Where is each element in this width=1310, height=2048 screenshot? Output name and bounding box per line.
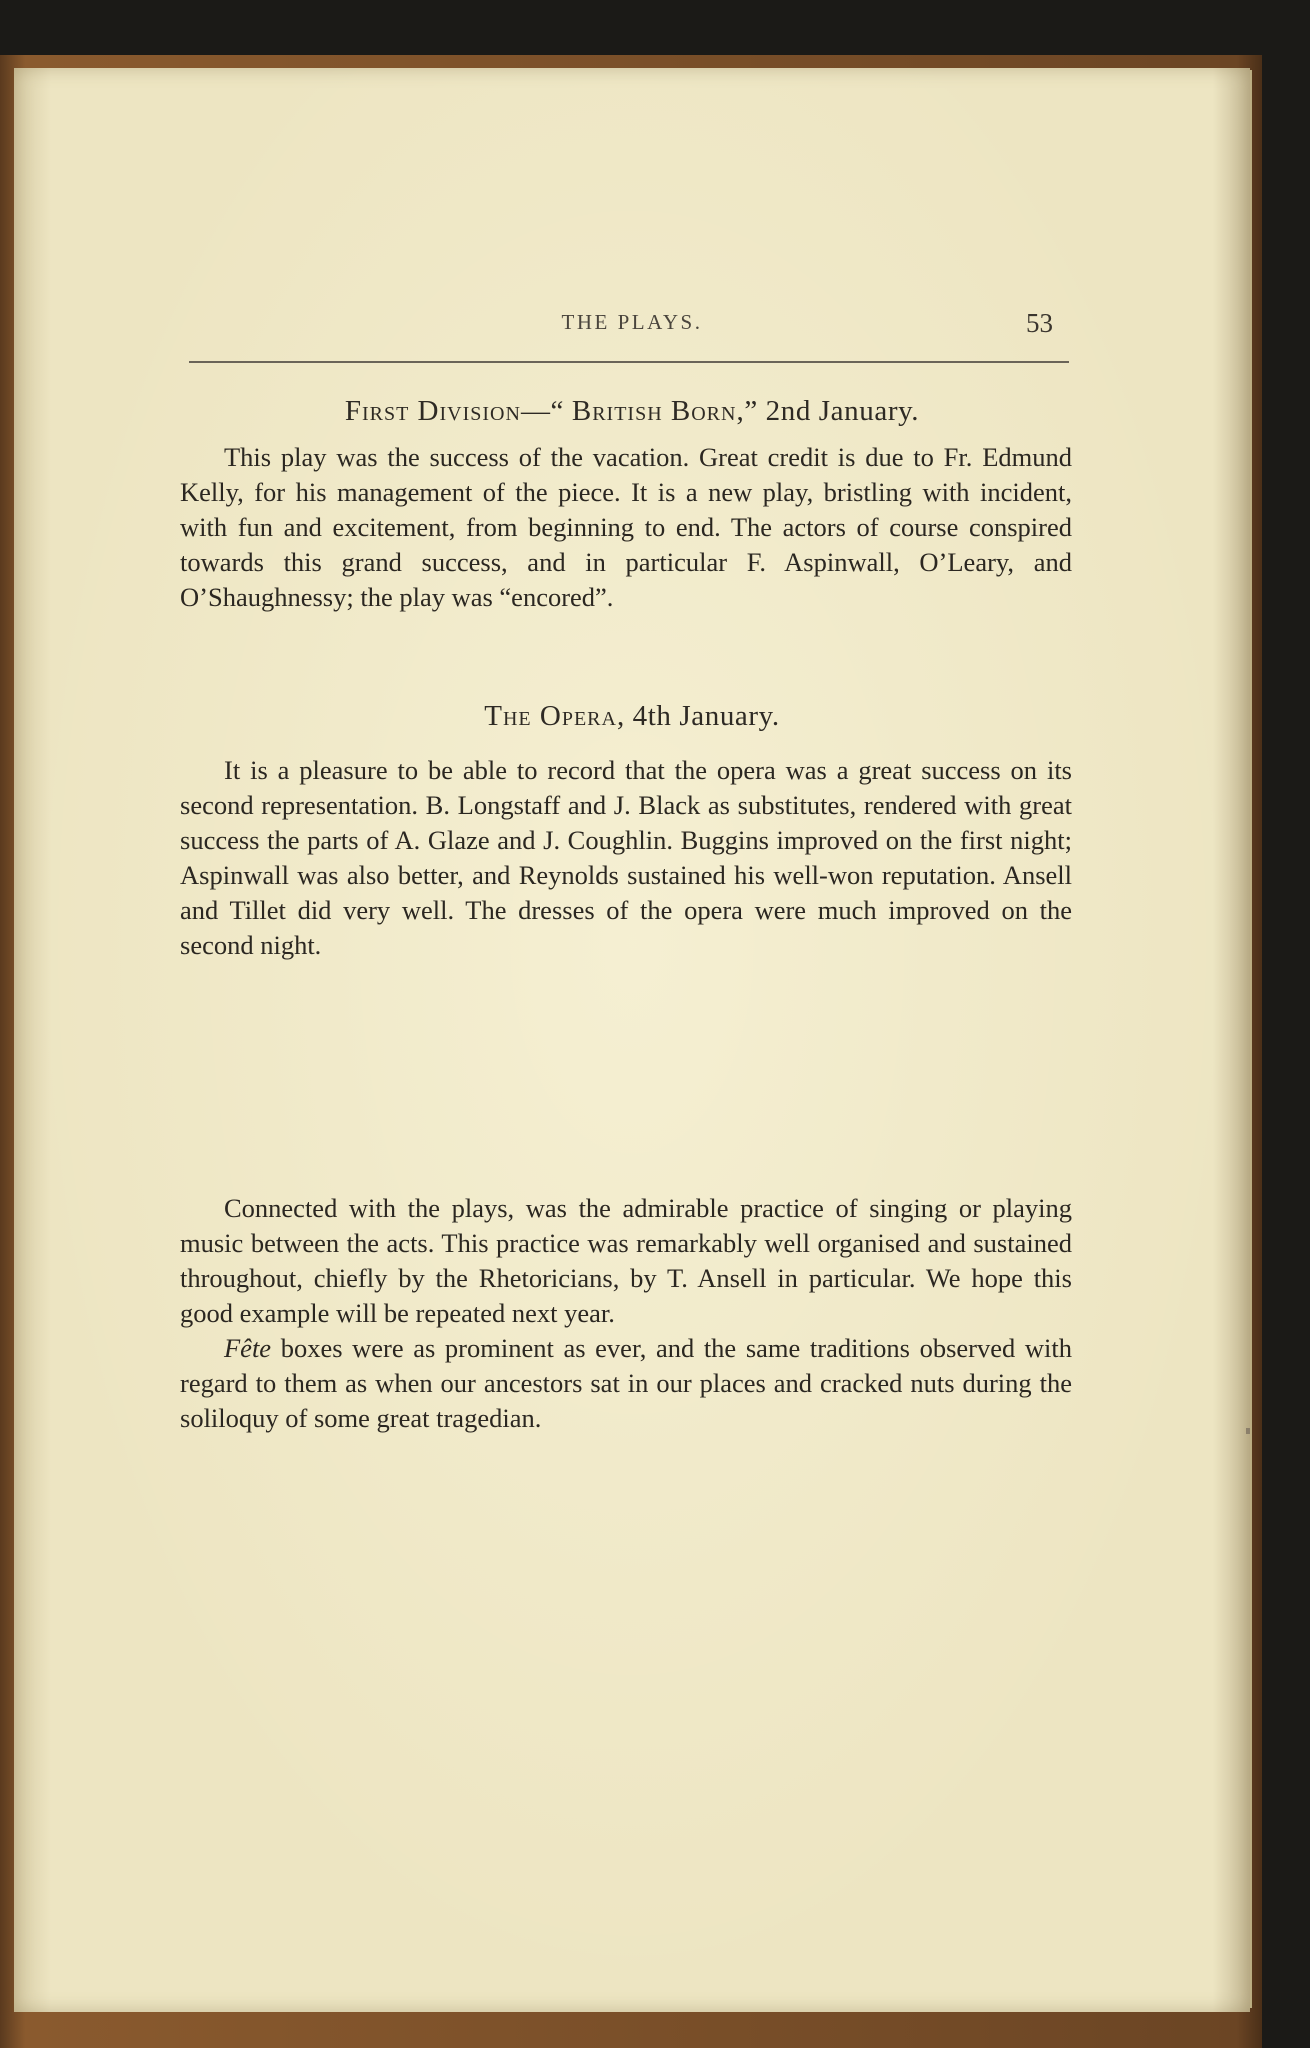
paragraph-music-text: Connected with the plays, was the admirable practice of singing or playing music between the acts. This practice was remarkably well organised and sustained throughout, chiefly by the Rhetoricians, by T. Ansell in particular. We hope this good example will be repeated next year. [180,1193,1072,1328]
paragraph-fete [180,1331,1072,1436]
running-head-title: THE PLAYS. [561,310,703,334]
paragraph-british-born [180,440,1072,615]
paragraph-text: This play was the success of the vacation. Great credit is due to Fr. Edmund Kelly, for his management of the piece. It is a new play, bristling with incident, with fun and excitement, from beginning to end. The actors of course conspired towards this grand success, and in particular F. Aspinwall, O’Leary, and O’Shaughnessy; the play was “encored”. [180,442,1072,612]
heading-suffix: ,” 2nd January. [736,395,920,427]
fete-rest: boxes were as prominent as ever, and the same traditions observed with regard to them as when our ancestors sat in our places and cracked nuts during the soliloquy of some great tragedian. [180,1333,1072,1433]
paragraph-text: It is a pleasure to be able to record that the opera was a great success on its second representation. B. Longstaff and J. Black as substitutes, rendered with great success the parts of A. Glaze and J. Coughlin. Buggins improved on the first night; Aspinwall was also better, and Reynolds sustained his well-won reputation. Ansell and Tillet did very well. The dresses of the opera were much improved on the second night. [180,755,1072,960]
page-number: 53 [1026,308,1053,338]
header-rule [189,361,1069,363]
heading-suffix: , 4th January. [616,700,780,732]
heading-prefix: First Division [344,395,521,427]
book-page [14,68,1250,2012]
heading-dash: —“ [520,395,572,427]
fete-italic: Fête [224,1333,272,1363]
paragraph-opera [180,753,1072,963]
section-heading-british-born [14,395,1250,428]
paragraph-music-and-fete [180,1191,1072,1436]
margin-speck [1246,1428,1250,1434]
heading-title: The Opera [484,700,617,732]
heading-title: British Born [571,395,737,427]
section-heading-opera [14,700,1250,733]
